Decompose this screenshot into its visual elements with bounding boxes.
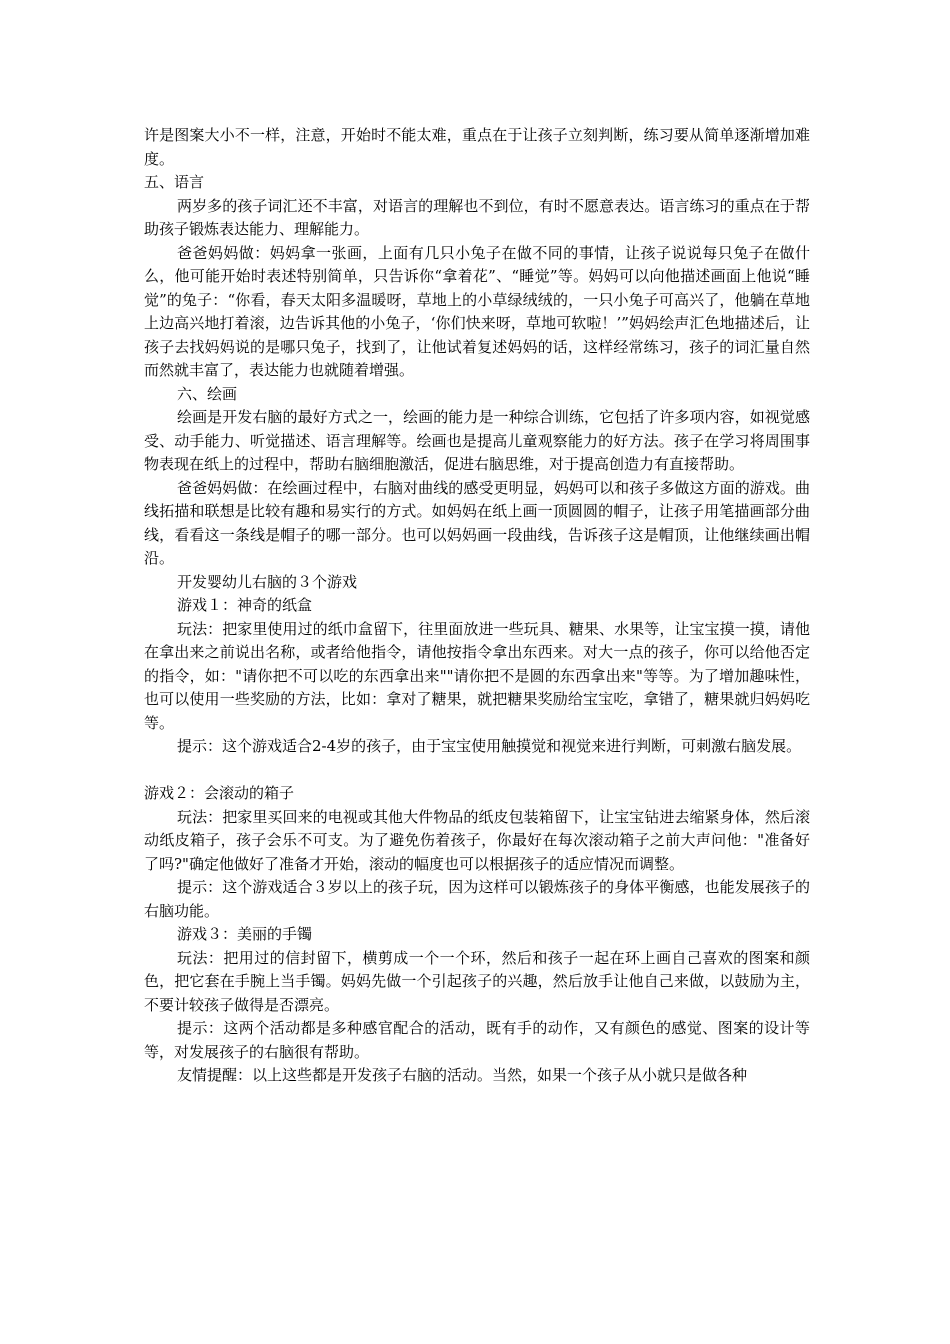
section-heading-drawing: 六、绘画 — [177, 384, 238, 403]
paragraph: 爸爸妈妈做：在绘画过程中，右脑对曲线的感受更明显，妈妈可以和孩子多做这方面的游戏。曲线拓描和联想是比较有趣和易实行的方式。如妈妈在纸上画一顶圆圆的帽子，让孩子用笔描画部分曲线，看看这一条线是帽子的哪一部分。也可以妈妈画一段曲线，告诉孩子这是帽顶，让他继续画出帽沿。 — [144, 478, 810, 567]
tip-paragraph: 提示：这个游戏适合３岁以上的孩子玩，因为这样可以锻炼孩子的身体平衡感，也能发展孩子的右脑功能。 — [144, 878, 810, 920]
paragraph: 玩法：把用过的信封留下，横剪成一个一个环，然后和孩子一起在环上画自己喜欢的图案和颜色，把它套在手腕上当手镯。妈妈先做一个引起孩子的兴趣，然后放手让他自己来做，以鼓励为主，不要计较孩子做得是否漂亮。 — [144, 948, 810, 1014]
game-title: 游戏１：神奇的纸盒 — [177, 596, 313, 614]
section-heading-games: 开发婴幼儿右脑的３个游戏 — [177, 572, 358, 591]
paragraph: 玩法：把家里使用过的纸巾盒留下，往里面放进一些玩具、糖果、水果等，让宝宝摸一摸，请他在拿出来之前说出名称，或者给他指令，请他按指令拿出东西来。对大一点的孩子，你可以给他否定的指令，如："请你把不可以吃的东西拿出来""请你把不是圆的东西拿出来"等等。为了增加趣味性，也可以使用一些奖励的方法，比如：拿对了糖果，就把糖果奖励给宝宝吃，拿错了，糖果就归妈妈吃等。 — [144, 619, 810, 732]
paragraph: 两岁多的孩子词汇还不丰富，对语言的理解也不到位，有时不愿意表达。语言练习的重点在于帮助孩子锻炼表达能力、理解能力。 — [144, 196, 810, 238]
tip-paragraph: 提示：这个游戏适合2-4岁的孩子，由于宝宝使用触摸觉和视觉来进行判断，可刺激右脑发展。 — [177, 737, 802, 755]
game-title: 游戏３：美丽的手镯 — [177, 925, 313, 943]
paragraph: 玩法：把家里买回来的电视或其他大件物品的纸皮包装箱留下，让宝宝钻进去缩紧身体，然后滚动纸皮箱子，孩子会乐不可支。为了避免伤着孩子，你最好在每次滚动箱子之前大声问他："准备好了吗?"确定他做好了准备才开始，滚动的幅度也可以根据孩子的适应情况而调整。 — [144, 807, 810, 873]
paragraph-continuation: 许是图案大小不一样，注意，开始时不能太难，重点在于让孩子立刻判断，练习要从简单逐渐增加难度。 — [144, 126, 810, 168]
reminder-paragraph: 友情提醒：以上这些都是开发孩子右脑的活动。当然，如果一个孩子从小就只是做各种 — [177, 1066, 748, 1084]
blank-line — [144, 759, 810, 783]
paragraph: 爸爸妈妈做：妈妈拿一张画，上面有几只小兔子在做不同的事情，让孩子说说每只兔子在做什么，他可能开始时表述特别简单，只告诉你“拿着花”、“睡觉”等。妈妈可以向他描述画面上他说“睡觉”的兔子：“你看，春天太阳多温暖呀，草地上的小草绿绒绒的，一只小兔子可高兴了，他躺在草地上边高兴地打着滚，边告诉其他的小兔子，‘你们快来呀，草地可软啦！’”妈妈绘声汇色地描述后，让孩子去找妈妈说的是哪只兔子，找到了，让他试着复述妈妈的话，这样经常练习，孩子的词汇量自然而然就丰富了，表达能力也就随着增强。 — [144, 243, 810, 379]
document-body — [144, 124, 810, 1088]
paragraph: 绘画是开发右脑的最好方式之一，绘画的能力是一种综合训练，它包括了许多项内容，如视觉感受、动手能力、听觉描述、语言理解等。绘画也是提高儿童观察能力的好方法。孩子在学习将周围事物表现在纸上的过程中，帮助右脑细胞激活，促进右脑思维，对于提高创造力有直接帮助。 — [144, 408, 810, 473]
game-title: 游戏２：会滚动的箱子 — [144, 784, 295, 802]
tip-paragraph: 提示：这两个活动都是多种感官配合的活动，既有手的动作，又有颜色的感觉、图案的设计等等，对发展孩子的右脑很有帮助。 — [144, 1019, 810, 1061]
section-heading-language: 五、语言 — [144, 173, 205, 191]
